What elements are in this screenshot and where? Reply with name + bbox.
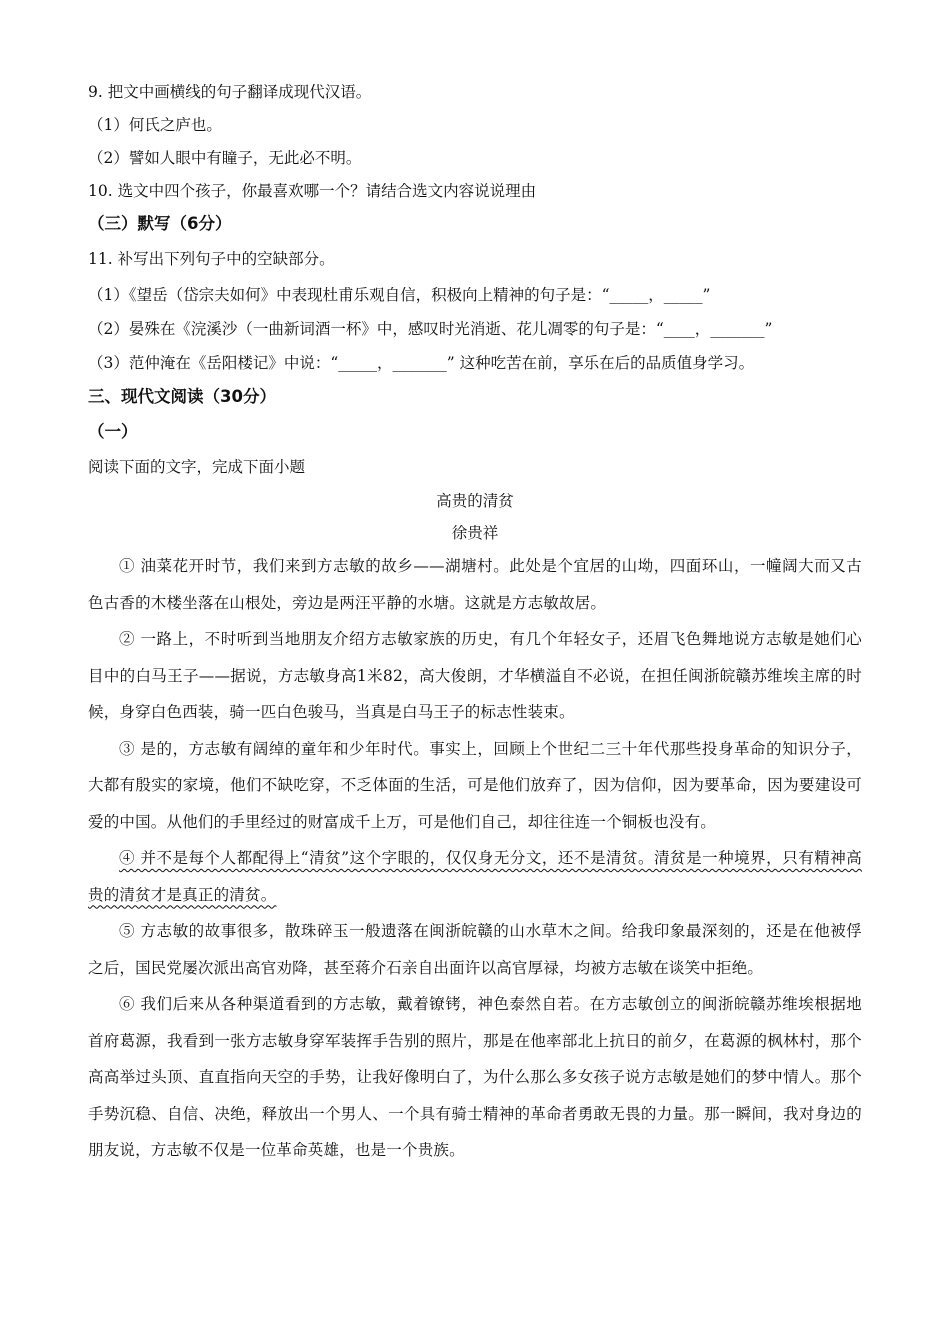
paragraph-3: ③ 是的，方志敏有阔绰的童年和少年时代。事实上，回顾上个世纪二三十年代那些投身革命的知识分子，大都有殷实的家境，他们不缺吃穿，不乏体面的生活，可是他们放弃了，因为信仰，因为要革命，因为要建设可爱的中国。从他们的手里经过的财富成千上万，可是他们自己，却往往连一个铜板也没有。 [88, 739, 862, 831]
paragraph-6: ⑥ 我们后来从各种渠道看到的方志敏，戴着镣铐，神色泰然自若。在方志敏创立的闽浙皖赣苏维埃根据地首府葛源，我看到一张方志敏身穿军装挥手告别的照片，那是在他率部北上抗日的前夕，在葛源的枫林村，那个高高举过头顶、直直指向天空的手势，让我好像明白了，为什么那么多女孩子说方志敏是她们的梦中情人。那个手势沉稳、自信、决绝，释放出一个男人、一个具有骑士精神的革命者勇敢无畏的力量。那一瞬间，我对身边的朋友说，方志敏不仅是一位革命英雄，也是一个贵族。 [88, 995, 862, 1159]
q11-item3: （3）范仲淹在《岳阳楼记》中说：“_____，_______” 这种吃苦在前，享乐在后的品质值身学习。 [88, 354, 755, 372]
paragraph-1: ① 油菜花开时节，我们来到方志敏的故乡——湖塘村。此处是个宜居的山坳，四面环山，一幢阔大而又古色古香的木楼坐落在山根处，旁边是两汪平静的水塘。这就是方志敏故居。 [88, 557, 862, 612]
article-title: 高贵的清贫 [436, 492, 514, 510]
article-body [88, 548, 862, 1169]
q11-item1: （1）《望岳（岱宗夫如何》中表现杜甫乐观自信，积极向上精神的句子是：“_____，_____” [88, 286, 711, 304]
modern-reading-heading: 三、现代文阅读（30分） [88, 387, 276, 406]
paragraph-4 [88, 840, 862, 913]
dictation-heading: （三）默写（6分） [88, 214, 232, 233]
q11-item2: （2）晏殊在《浣溪沙（一曲新词酒一杯》中，感叹时光消逝、花儿凋零的句子是：“____，_______” [88, 320, 773, 338]
q10-stem: 10. 选文中四个孩子，你最喜欢哪一个？请结合选文内容说说理由 [88, 182, 537, 200]
paragraph-2: ② 一路上，不时听到当地朋友介绍方志敏家族的历史，有几个年轻女子，还眉飞色舞地说方志敏是她们心目中的白马王子——据说，方志敏身高1米82，高大俊朗，才华横溢自不必说，在担任闽浙皖赣苏维埃主席的时候，身穿白色西装，骑一匹白色骏马，当真是白马王子的标志性装束。 [88, 630, 862, 721]
underlined-sentence: ④ 并不是每个人都配得上“清贫”这个字眼的，仅仅身无分文，还不是清贫。清贫是一种境界，只有精神高贵的清贫才是真正的清贫。 [88, 849, 862, 904]
q11-stem: 11. 补写出下列句子中的空缺部分。 [88, 250, 335, 268]
q9-stem: 9. 把文中画横线的句子翻译成现代汉语。 [88, 83, 372, 101]
paragraph-5: ⑤ 方志敏的故事很多，散珠碎玉一般遗落在闽浙皖赣的山水草木之间。给我印象最深刻的，还是在他被俘之后，国民党屡次派出高官劝降，甚至蒋介石亲自出面许以高官厚禄，均被方志敏在谈笑中拒绝。 [88, 922, 862, 977]
reading-instruction: 阅读下面的文字，完成下面小题 [88, 458, 306, 476]
article-author: 徐贵祥 [451, 524, 499, 542]
q9-sub1: （1）何氏之庐也。 [88, 116, 222, 134]
q9-sub2: （2）譬如人眼中有瞳子，无此必不明。 [88, 149, 362, 167]
part-one-heading: （一） [88, 422, 138, 441]
